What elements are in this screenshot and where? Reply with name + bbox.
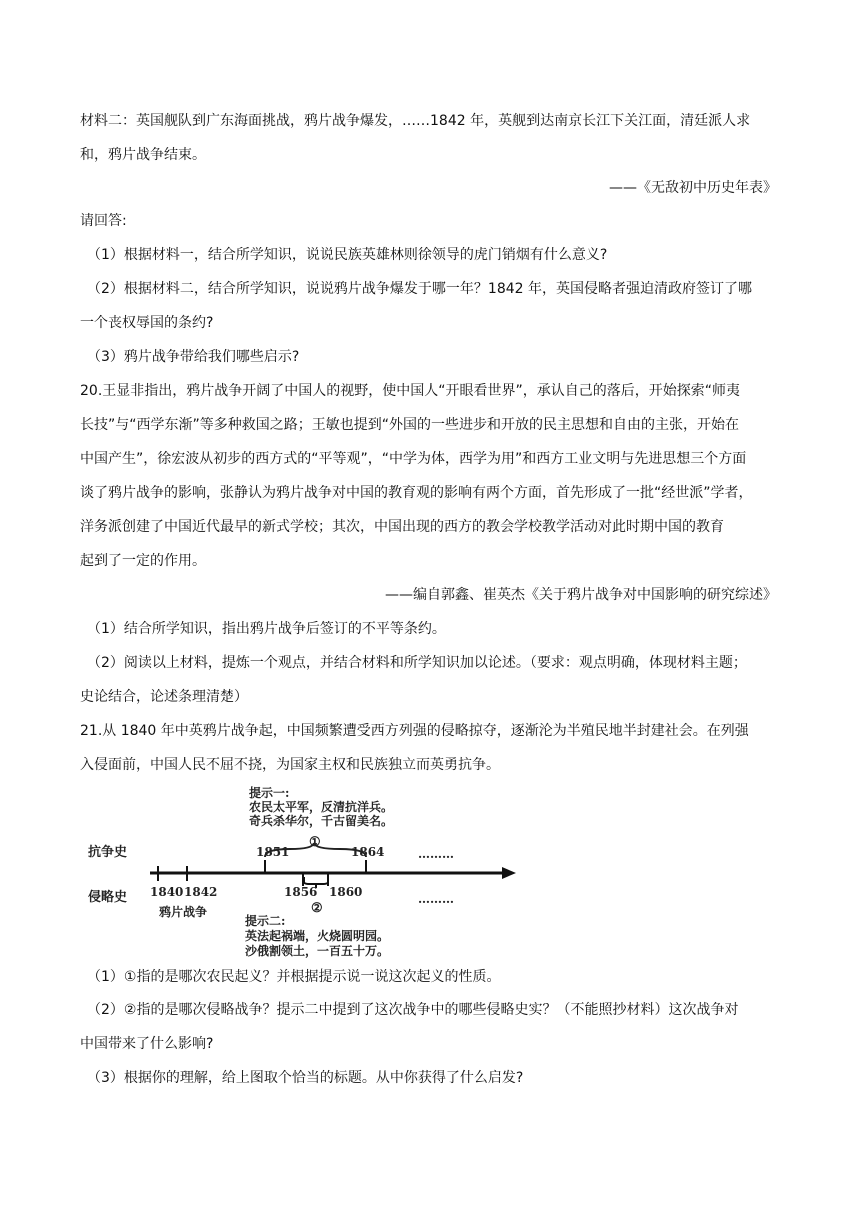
year-1856: 1856 <box>284 885 318 899</box>
q20-line4: 谈了鸦片战争的影响，张静认为鸦片战争对中国的教育观的影响有两个方面，首先形成了一批“经世派”学者， <box>80 485 753 501</box>
q20-line6: 起到了一定的作用。 <box>80 553 206 569</box>
q20-line5: 洋务派创建了中国近代最早的新式学校；其次，中国出现的西方的教会学校教学活动对此时期中国的教育 <box>80 519 724 535</box>
hint2-line1: 英法起祸端，火烧圆明园。 <box>245 929 390 943</box>
material2-line1: 材料二：英国舰队到广东海面挑战，鸦片战争爆发，……1842 年，英舰到达南京长江下关江面，清廷派人求 <box>80 113 751 129</box>
q20-line1: 20.王显非指出，鸦片战争开阔了中国人的视野，使中国人“开眼看世界”，承认自己的落后，开始探索“师夷 <box>80 383 741 399</box>
year-1842: 1842 <box>184 885 218 899</box>
q20-line3: 中国产生”，徐宏波从初步的西方式的“平等观”，“中学为体，西学为用”和西方工业文明与先进思想三个方面 <box>80 451 747 467</box>
q21-line2: 入侵面前，中国人民不屈不挠，为国家主权和民族独立而英勇抗争。 <box>80 757 500 773</box>
hint1-title: 提示一: <box>249 786 290 800</box>
q19-sub2-line1: （2）根据材料二，结合所学知识，说说鸦片战争爆发于哪一年？1842 年，英国侵略者强迫清政府签订了哪 <box>87 281 752 297</box>
q21-sub2-line1: （2）②指的是哪次侵略战争？提示二中提到了这次战争中的哪些侵略史实？（不能照抄材料）这次战争对 <box>87 1002 739 1018</box>
timeline-arrowhead <box>502 867 516 879</box>
marker-2: ② <box>311 901 323 916</box>
material2-source: ——《无敌初中历史年表》 <box>609 180 777 196</box>
marker-1: ① <box>309 835 321 850</box>
q21-line1: 21.从 1840 年中英鸦片战争起，中国频繁遭受西方列强的侵略掠夺，逐渐沦为半殖民地半封建社会。在列强 <box>80 723 749 739</box>
hint2-title: 提示二: <box>245 914 286 928</box>
year-1864: 1864 <box>351 845 385 859</box>
ellipsis-2: ……… <box>418 892 454 906</box>
year-1840: 1840 <box>150 885 184 899</box>
q20-source: ——编自郭鑫、崔英杰《关于鸦片战争对中国影响的研究综述》 <box>385 587 777 603</box>
q19-sub3: （3）鸦片战争带给我们哪些启示? <box>87 349 300 365</box>
year-1860: 1860 <box>329 885 363 899</box>
hint1-line2: 奇兵杀华尔，千古留美名。 <box>249 814 394 828</box>
material2-line2: 和，鸦片战争结束。 <box>80 147 206 163</box>
q20-sub2-line2: 史论结合，论述条理清楚） <box>80 689 248 705</box>
opium-war-label: 鸦片战争 <box>159 905 208 919</box>
row-label-aggression: 侵略史 <box>88 890 128 905</box>
q21-sub3: （3）根据你的理解，给上图取个恰当的标题。从中你获得了什么启发? <box>87 1070 524 1086</box>
q21-sub2-line2: 中国带来了什么影响? <box>80 1036 214 1052</box>
q20-sub1: （1）结合所学知识，指出鸦片战争后签订的不平等条约。 <box>87 621 446 637</box>
answer-prompt: 请回答: <box>80 213 127 229</box>
q20-line2: 长技”与“西学东渐”等多种救国之路；王敏也提到“外国的一些进步和开放的民主思想和自由的主张，开始在 <box>80 417 740 433</box>
q19-sub2-line2: 一个丧权辱国的条约? <box>80 315 214 331</box>
hint2-line2: 沙俄割领土，一百五十万。 <box>245 944 390 958</box>
year-1851: 1851 <box>256 845 290 859</box>
hint1-line1: 农民太平军，反清抗洋兵。 <box>249 800 394 814</box>
q19-sub1: （1）根据材料一，结合所学知识，说说民族英雄林则徐领导的虎门销烟有什么意义? <box>87 247 608 263</box>
q20-sub2-line1: （2）阅读以上材料，提炼一个观点，并结合材料和所学知识加以论述。（要求：观点明确，体现材料主题； <box>87 655 747 671</box>
q21-sub1: （1）①指的是哪次农民起义？并根据提示说一说这次起义的性质。 <box>87 969 501 985</box>
ellipsis-1: ……… <box>418 847 454 861</box>
row-label-resistance: 抗争史 <box>88 845 128 860</box>
